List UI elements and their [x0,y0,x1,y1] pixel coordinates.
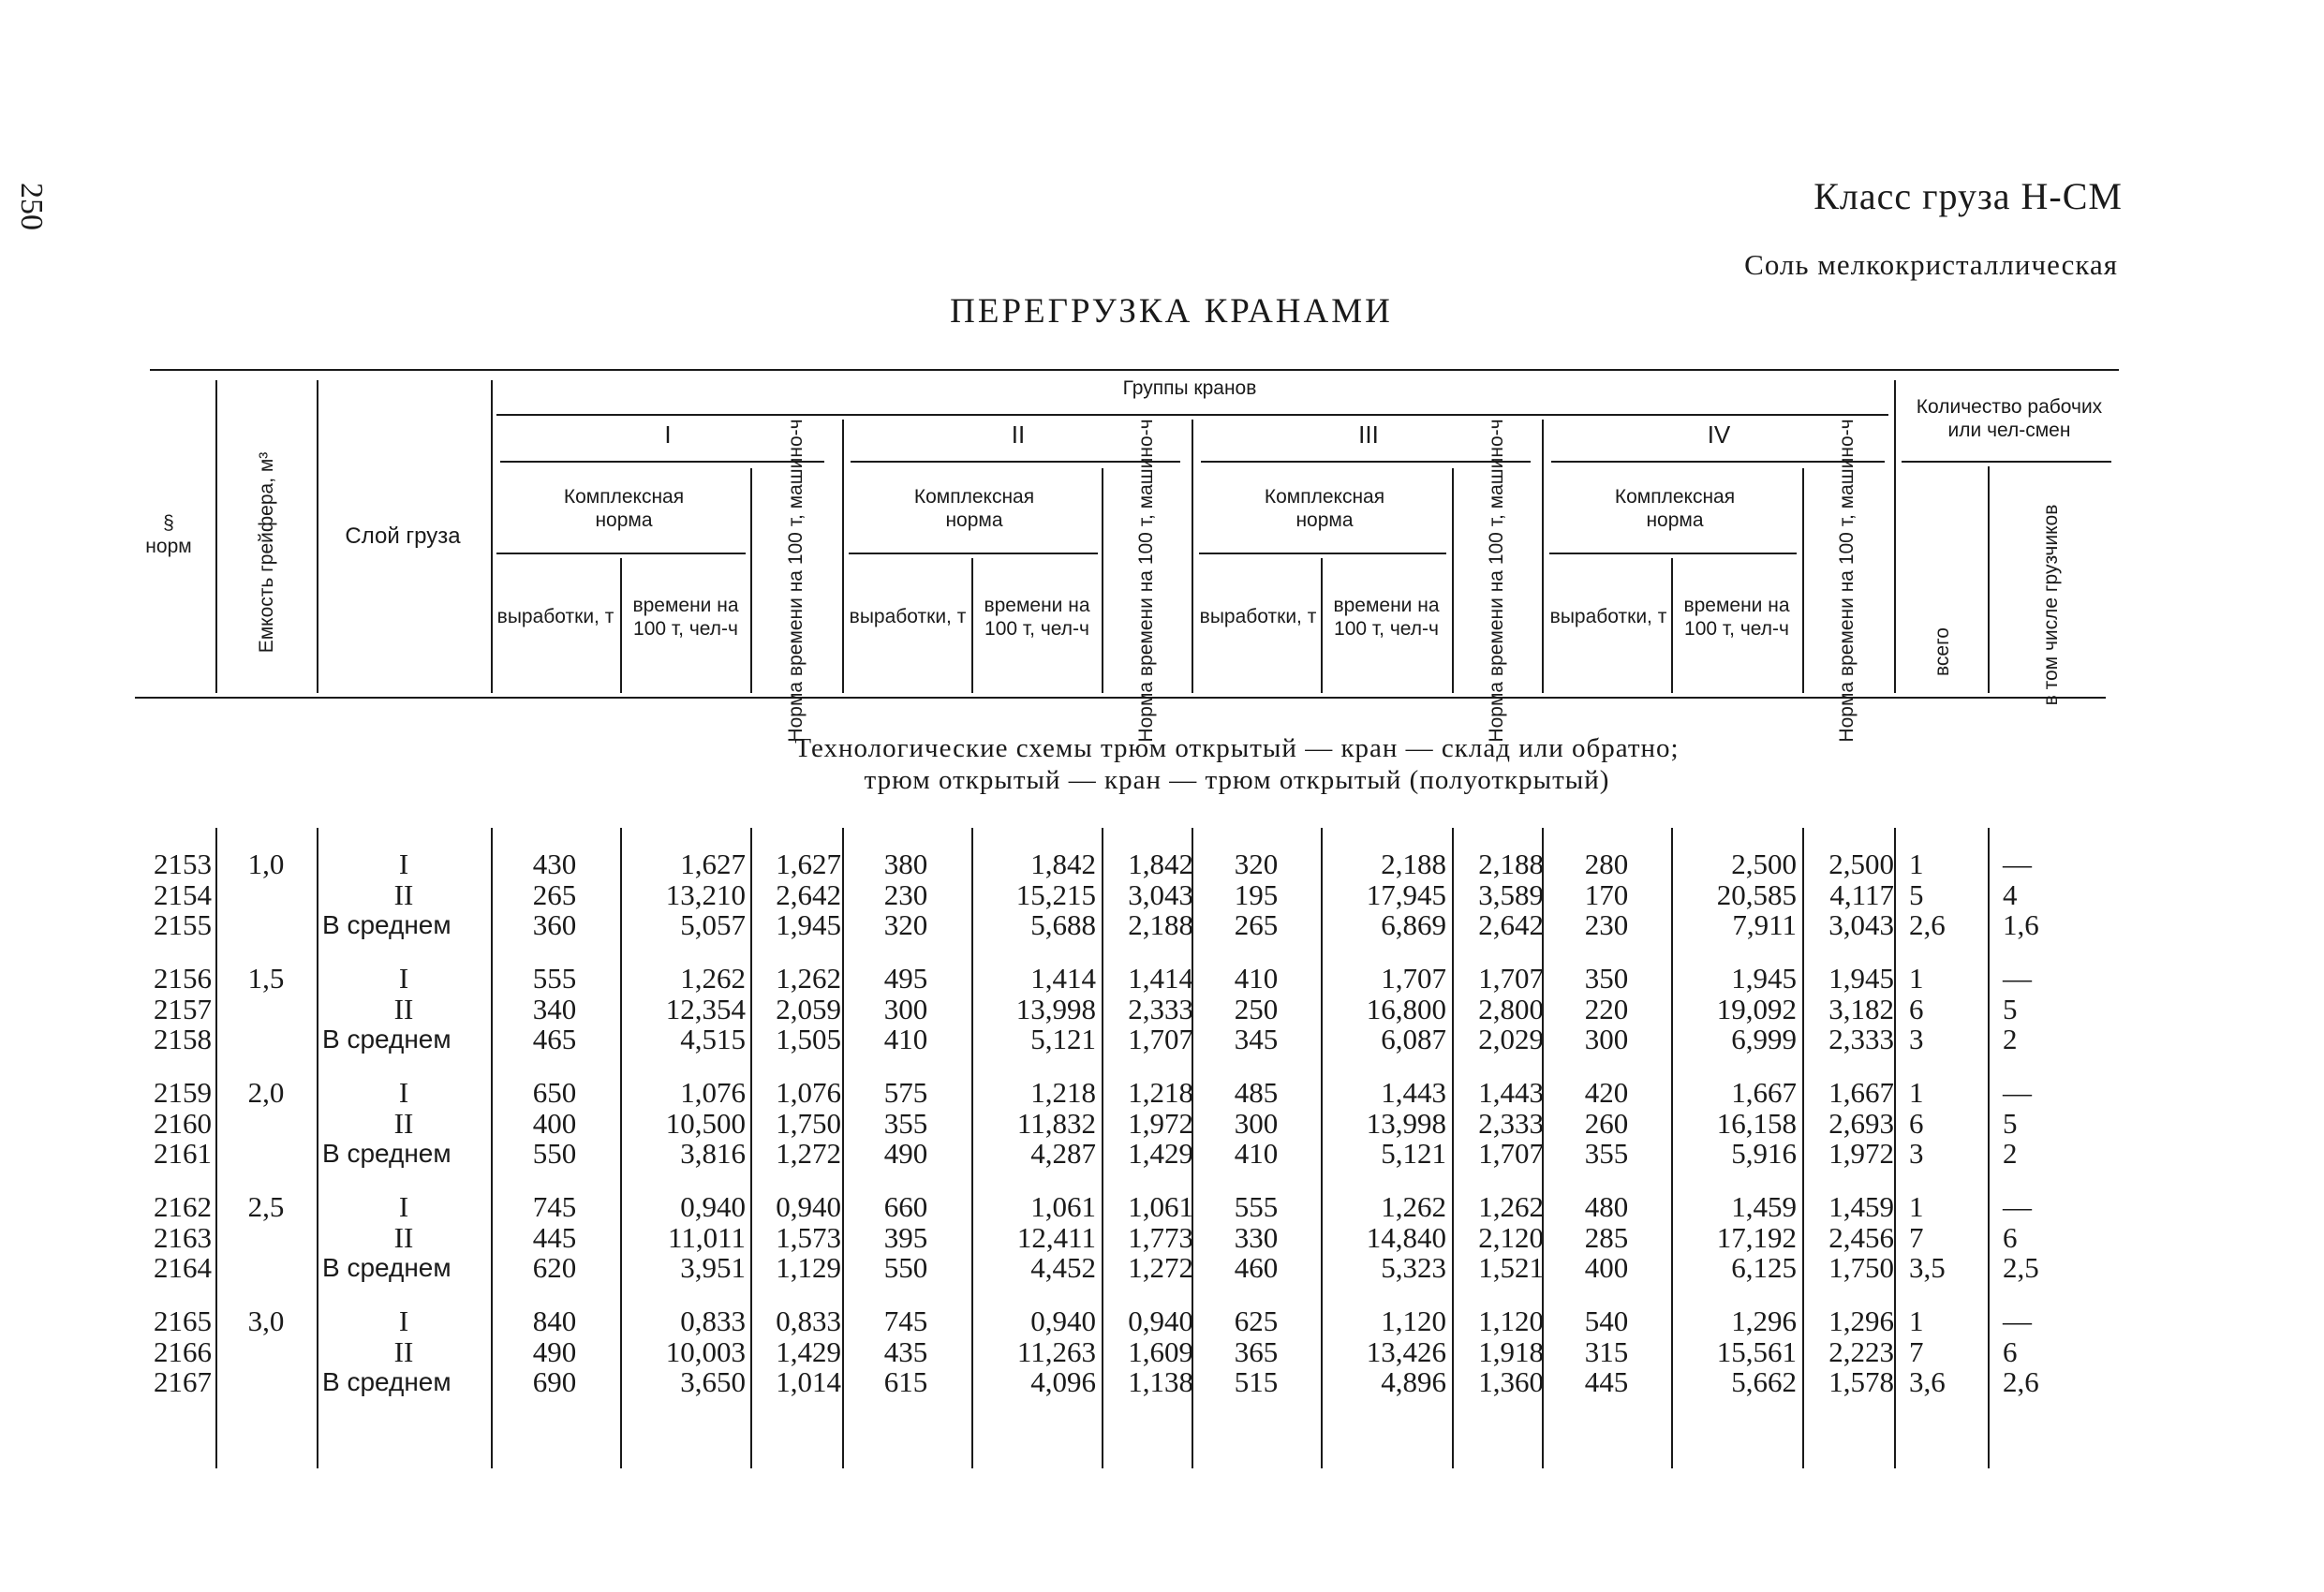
g3-output: 300 [1234,1106,1279,1140]
g1-output: 840 [532,1305,577,1337]
g2-labor-time: 12,411 [1016,1220,1096,1254]
g4-machine-time: 1,750 [1828,1251,1894,1284]
cargo-layer: II [393,1334,414,1368]
g2-machine-time: 2,188 [1128,908,1193,941]
g3-labor-time: 14,840 [1366,1220,1446,1254]
g2-labor-time: 5,688 [1030,908,1096,941]
norm-number: 2165 [154,1305,212,1337]
g3-output: 460 [1234,1251,1279,1284]
g2-output: 395 [883,1220,928,1254]
g3-labor-time: 17,945 [1366,877,1446,911]
complex-norm-header: Комплексная норма [913,486,1035,531]
g1-output: 650 [532,1076,577,1109]
workers-total: 1 [1909,1305,1924,1337]
crane-groups-header: Группы кранов [1122,377,1257,399]
g2-labor-time: 1,414 [1030,962,1096,995]
g2-output: 495 [883,962,928,995]
g1-labor-time: 3,816 [680,1137,746,1170]
g2-machine-time: 1,609 [1128,1334,1193,1368]
g2-labor-time: 5,121 [1030,1023,1096,1055]
workers-loaders: — [2003,1076,2032,1109]
g2-output: 230 [883,877,928,911]
g4-output: 540 [1584,1305,1629,1337]
g1-machine-time: 1,014 [776,1365,841,1398]
output-header: выработки, т [1199,606,1317,627]
g1-output: 400 [532,1106,577,1140]
g1-output: 360 [532,908,577,941]
g4-labor-time: 6,125 [1731,1251,1797,1284]
cargo-layer: В среднем [322,910,451,939]
g3-machine-time: 1,443 [1478,1076,1544,1109]
norm-number: 2153 [154,848,212,880]
g4-output: 400 [1584,1251,1629,1284]
g4-machine-time: 1,296 [1828,1305,1894,1337]
g2-output: 575 [883,1076,928,1109]
g2-labor-time: 0,940 [1030,1305,1096,1337]
g3-labor-time: 5,323 [1381,1251,1446,1284]
g2-output: 300 [883,992,928,1025]
norm-number: 2166 [154,1334,212,1368]
g2-output: 745 [883,1305,928,1337]
g4-machine-time: 1,972 [1828,1137,1894,1170]
g2-machine-time: 1,842 [1128,848,1193,880]
cargo-layer: I [398,962,409,995]
workers-loaders: 2,6 [2003,1365,2039,1398]
g4-machine-time: 1,578 [1828,1365,1894,1398]
g3-machine-time: 1,262 [1478,1190,1544,1223]
g4-labor-time: 1,296 [1731,1305,1797,1337]
cargo-layer: I [398,1076,409,1109]
machine-time-header: Норма времени на 100 т, машино-ч [1836,419,1858,743]
g2-machine-time: 0,940 [1128,1305,1193,1337]
workers-total: 3 [1909,1023,1924,1055]
g3-labor-time: 13,998 [1366,1106,1446,1140]
g1-machine-time: 1,573 [776,1220,841,1254]
cargo-layer: II [393,1220,414,1254]
g4-output: 230 [1584,908,1629,941]
g3-machine-time: 1,360 [1478,1365,1544,1398]
g4-machine-time: 4,117 [1829,877,1894,911]
g1-labor-time: 1,627 [680,848,746,880]
g3-machine-time: 3,589 [1478,877,1544,911]
g2-output: 660 [883,1190,928,1223]
workers-loaders: — [2003,848,2032,880]
workers-total: 5 [1909,877,1924,911]
g2-labor-time: 4,452 [1030,1251,1096,1284]
g1-machine-time: 1,129 [776,1251,841,1284]
g1-machine-time: 2,059 [776,992,841,1025]
g4-labor-time: 16,158 [1716,1106,1797,1140]
g3-machine-time: 2,188 [1478,848,1544,880]
grab-capacity: 2,5 [247,1190,285,1223]
g1-machine-time: 1,505 [776,1023,841,1055]
crane-group-II: II [1011,420,1026,449]
workers-loaders: 2,5 [2003,1251,2039,1284]
workers-loaders: 6 [2003,1334,2018,1368]
g1-output: 430 [532,848,577,880]
cargo-layer: II [393,992,414,1025]
machine-time-header: Норма времени на 100 т, машино-ч [1486,419,1507,743]
cargo-layer: I [398,848,409,880]
g1-machine-time: 1,627 [776,848,841,880]
g2-machine-time: 1,272 [1128,1251,1193,1284]
g4-labor-time: 1,459 [1731,1190,1797,1223]
g1-labor-time: 10,003 [665,1334,746,1368]
g4-machine-time: 1,667 [1828,1076,1894,1109]
g4-output: 260 [1584,1106,1629,1140]
norm-number-header: § норм [145,512,192,557]
workers-loaders: 2 [2003,1023,2018,1055]
machine-time-header: Норма времени на 100 т, машино-ч [785,419,807,743]
g4-machine-time: 3,043 [1828,908,1894,941]
g3-labor-time: 6,087 [1381,1023,1446,1055]
workers-total: 1 [1909,1076,1924,1109]
workers-loaders: — [2003,1305,2032,1337]
g1-labor-time: 0,940 [680,1190,746,1223]
g1-machine-time: 1,272 [776,1137,841,1170]
workers-total: 6 [1909,1106,1924,1140]
g2-machine-time: 1,429 [1128,1137,1193,1170]
g2-labor-time: 11,263 [1016,1334,1096,1368]
total-workers-header: всего [1932,627,1953,676]
loaders-header: в том числе грузчиков [2040,504,2062,706]
norm-number: 2158 [154,1023,212,1055]
norm-number: 2164 [154,1251,212,1284]
norm-number: 2163 [154,1220,212,1254]
g3-machine-time: 1,521 [1478,1251,1544,1284]
g4-output: 355 [1584,1137,1629,1170]
g3-output: 265 [1234,908,1279,941]
output-header: выработки, т [849,606,967,627]
grab-capacity: 1,0 [247,848,285,880]
g4-labor-time: 6,999 [1731,1023,1797,1055]
grab-capacity: 1,5 [247,962,285,995]
g2-output: 380 [883,848,928,880]
g4-output: 445 [1584,1365,1629,1398]
g2-labor-time: 15,215 [1015,877,1096,911]
g3-output: 320 [1234,848,1279,880]
g3-output: 345 [1234,1023,1279,1055]
g1-labor-time: 3,650 [680,1365,746,1398]
workers-total: 7 [1909,1220,1924,1254]
grab-capacity: 2,0 [247,1076,285,1109]
g2-output: 490 [883,1137,928,1170]
g3-output: 485 [1234,1076,1279,1109]
g1-labor-time: 3,951 [680,1251,746,1284]
g3-output: 515 [1234,1365,1279,1398]
workers-total: 2,6 [1909,908,1946,941]
cargo-class-title: Класс груза Н-СМ [1813,175,2123,217]
g1-labor-time: 4,515 [680,1023,746,1055]
g1-machine-time: 1,750 [776,1106,841,1140]
g1-labor-time: 0,833 [680,1305,746,1337]
workers-total: 3 [1909,1137,1924,1170]
g2-machine-time: 2,333 [1128,992,1193,1025]
g1-output: 340 [532,992,577,1025]
workers-total: 7 [1909,1334,1924,1368]
norm-number: 2160 [154,1106,212,1140]
g4-output: 170 [1584,877,1629,911]
workers-loaders: — [2003,1190,2032,1223]
g3-labor-time: 4,896 [1381,1365,1446,1398]
g1-output: 265 [532,877,577,911]
workers-count-header: Количество рабочих или чел-смен [1916,396,2103,441]
grab-capacity-header: Емкость грейфера, м³ [256,451,277,654]
output-header: выработки, т [496,606,614,627]
g1-machine-time: 1,262 [776,962,841,995]
g2-labor-time: 1,842 [1030,848,1096,880]
g3-labor-time: 16,800 [1366,992,1446,1025]
caption-line-2: трюм открытый — кран — трюм открытый (полуоткрытый) [864,765,1610,795]
g2-labor-time: 11,832 [1016,1106,1096,1140]
norm-number: 2156 [154,962,212,995]
g1-labor-time: 5,057 [680,908,746,941]
g4-machine-time: 2,500 [1828,848,1894,880]
g3-output: 410 [1234,1137,1279,1170]
workers-loaders: 2 [2003,1137,2018,1170]
labor-time-header: времени на 100 т, чел-ч [984,595,1090,640]
g4-output: 315 [1584,1334,1629,1368]
cargo-layer-header: Слой груза [345,523,461,549]
g1-output: 690 [532,1365,577,1398]
g2-output: 615 [883,1365,928,1398]
g3-machine-time: 2,800 [1478,992,1544,1025]
norm-number: 2167 [154,1365,212,1398]
g3-labor-time: 6,869 [1381,908,1446,941]
g2-machine-time: 3,043 [1128,877,1193,911]
cargo-layer: I [398,1305,409,1337]
cargo-layer: II [393,1106,414,1140]
g2-output: 550 [883,1251,928,1284]
crane-group-I: I [664,420,672,449]
g3-machine-time: 1,918 [1478,1334,1544,1368]
g4-labor-time: 5,662 [1731,1365,1797,1398]
g2-machine-time: 1,707 [1128,1023,1193,1055]
g1-machine-time: 1,945 [776,908,841,941]
workers-loaders: 1,6 [2003,908,2039,941]
g1-output: 490 [532,1334,577,1368]
g4-labor-time: 19,092 [1716,992,1797,1025]
g3-labor-time: 1,262 [1381,1190,1446,1223]
g1-machine-time: 1,429 [776,1334,841,1368]
labor-time-header: времени на 100 т, чел-ч [1683,595,1790,640]
g2-labor-time: 4,287 [1030,1137,1096,1170]
g3-labor-time: 5,121 [1381,1137,1446,1170]
g2-machine-time: 1,414 [1128,962,1193,995]
cargo-layer: В среднем [322,1253,451,1282]
workers-loaders: — [2003,962,2032,995]
g1-output: 555 [532,962,577,995]
g4-labor-time: 7,911 [1732,908,1797,941]
machine-time-header: Норма времени на 100 т, машино-ч [1135,419,1157,743]
norm-number: 2155 [154,908,212,941]
g1-labor-time: 12,354 [665,992,746,1025]
g3-machine-time: 1,120 [1478,1305,1544,1337]
norm-number: 2161 [154,1137,212,1170]
workers-total: 3,5 [1909,1251,1946,1284]
workers-loaders: 5 [2003,992,2018,1025]
cargo-layer: I [398,1190,409,1223]
g3-labor-time: 2,188 [1381,848,1446,880]
g1-machine-time: 0,833 [776,1305,841,1337]
g3-output: 410 [1234,962,1279,995]
g2-labor-time: 13,998 [1015,992,1096,1025]
g4-labor-time: 5,916 [1731,1137,1797,1170]
g2-labor-time: 1,061 [1030,1190,1096,1223]
g4-machine-time: 2,333 [1828,1023,1894,1055]
workers-total: 1 [1909,1190,1924,1223]
grab-capacity: 3,0 [247,1305,285,1337]
g1-output: 620 [532,1251,577,1284]
g3-output: 195 [1234,877,1279,911]
g4-output: 285 [1584,1220,1629,1254]
g3-output: 365 [1234,1334,1279,1368]
g4-labor-time: 1,945 [1731,962,1797,995]
g2-machine-time: 1,218 [1128,1076,1193,1109]
g1-output: 445 [532,1220,577,1254]
g1-output: 465 [532,1023,577,1055]
g2-machine-time: 1,061 [1128,1190,1193,1223]
workers-loaders: 5 [2003,1106,2018,1140]
norm-number: 2157 [154,992,212,1025]
g4-machine-time: 2,223 [1828,1334,1894,1368]
workers-loaders: 6 [2003,1220,2018,1254]
g1-labor-time: 11,011 [668,1220,746,1254]
g4-output: 280 [1584,848,1629,880]
g2-labor-time: 1,218 [1030,1076,1096,1109]
g4-labor-time: 17,192 [1716,1220,1797,1254]
g2-machine-time: 1,972 [1128,1106,1193,1140]
g4-machine-time: 1,945 [1828,962,1894,995]
g2-output: 355 [883,1106,928,1140]
g4-output: 220 [1584,992,1629,1025]
g3-labor-time: 1,443 [1381,1076,1446,1109]
g2-output: 410 [883,1023,928,1055]
g4-labor-time: 15,561 [1716,1334,1797,1368]
g2-output: 320 [883,908,928,941]
g3-labor-time: 13,426 [1366,1334,1446,1368]
g4-output: 420 [1584,1076,1629,1109]
cargo-layer: II [393,877,414,911]
g2-output: 435 [883,1334,928,1368]
g3-output: 625 [1234,1305,1279,1337]
cargo-layer: В среднем [322,1367,451,1396]
caption-line-1: Технологические схемы трюм открытый — кран — склад или обратно; [794,733,1680,763]
g1-machine-time: 0,940 [776,1190,841,1223]
g3-machine-time: 1,707 [1478,962,1544,995]
g3-output: 555 [1234,1190,1279,1223]
g3-labor-time: 1,707 [1381,962,1446,995]
labor-time-header: времени на 100 т, чел-ч [1333,595,1440,640]
g2-machine-time: 1,138 [1128,1365,1193,1398]
norm-number: 2159 [154,1076,212,1109]
cargo-layer: В среднем [322,1024,451,1054]
workers-total: 6 [1909,992,1924,1025]
g3-machine-time: 2,642 [1478,908,1544,941]
g4-output: 350 [1584,962,1629,995]
g4-machine-time: 2,693 [1828,1106,1894,1140]
norm-number: 2162 [154,1190,212,1223]
g4-machine-time: 1,459 [1828,1190,1894,1223]
complex-norm-header: Комплексная норма [1264,486,1385,531]
g1-output: 745 [532,1190,577,1223]
g1-labor-time: 13,210 [665,877,746,911]
g1-machine-time: 1,076 [776,1076,841,1109]
complex-norm-header: Комплексная норма [1614,486,1736,531]
technological-scheme-caption [0,732,2324,796]
page-number: 250 [14,183,49,230]
workers-total: 3,6 [1909,1365,1946,1398]
g2-labor-time: 4,096 [1030,1365,1096,1398]
g4-labor-time: 1,667 [1731,1076,1797,1109]
g4-output: 300 [1584,1023,1629,1055]
g3-labor-time: 1,120 [1381,1305,1446,1337]
g1-labor-time: 1,262 [680,962,746,995]
cargo-layer: В среднем [322,1139,451,1168]
workers-total: 1 [1909,962,1924,995]
g3-machine-time: 2,120 [1478,1220,1544,1254]
g3-output: 330 [1234,1220,1279,1254]
cargo-name: Соль мелкокристаллическая [1744,248,2118,281]
g3-machine-time: 2,333 [1478,1106,1544,1140]
workers-total: 1 [1909,848,1924,880]
g4-labor-time: 20,585 [1716,877,1797,911]
section-title: ПЕРЕГРУЗКА КРАНАМИ [950,292,1393,331]
g3-machine-time: 1,707 [1478,1137,1544,1170]
g4-machine-time: 2,456 [1828,1220,1894,1254]
output-header: выработки, т [1549,606,1667,627]
crane-group-III: III [1358,420,1379,449]
workers-loaders: 4 [2003,877,2018,911]
g4-machine-time: 3,182 [1828,992,1894,1025]
g4-output: 480 [1584,1190,1629,1223]
g1-machine-time: 2,642 [776,877,841,911]
g3-machine-time: 2,029 [1478,1023,1544,1055]
labor-time-header: времени на 100 т, чел-ч [632,595,739,640]
norm-number: 2154 [154,877,212,911]
g4-labor-time: 2,500 [1731,848,1797,880]
crane-group-IV: IV [1707,420,1731,449]
g2-machine-time: 1,773 [1128,1220,1193,1254]
g3-output: 250 [1234,992,1279,1025]
g1-labor-time: 10,500 [665,1106,746,1140]
g1-output: 550 [532,1137,577,1170]
complex-norm-header: Комплексная норма [563,486,685,531]
g1-labor-time: 1,076 [680,1076,746,1109]
